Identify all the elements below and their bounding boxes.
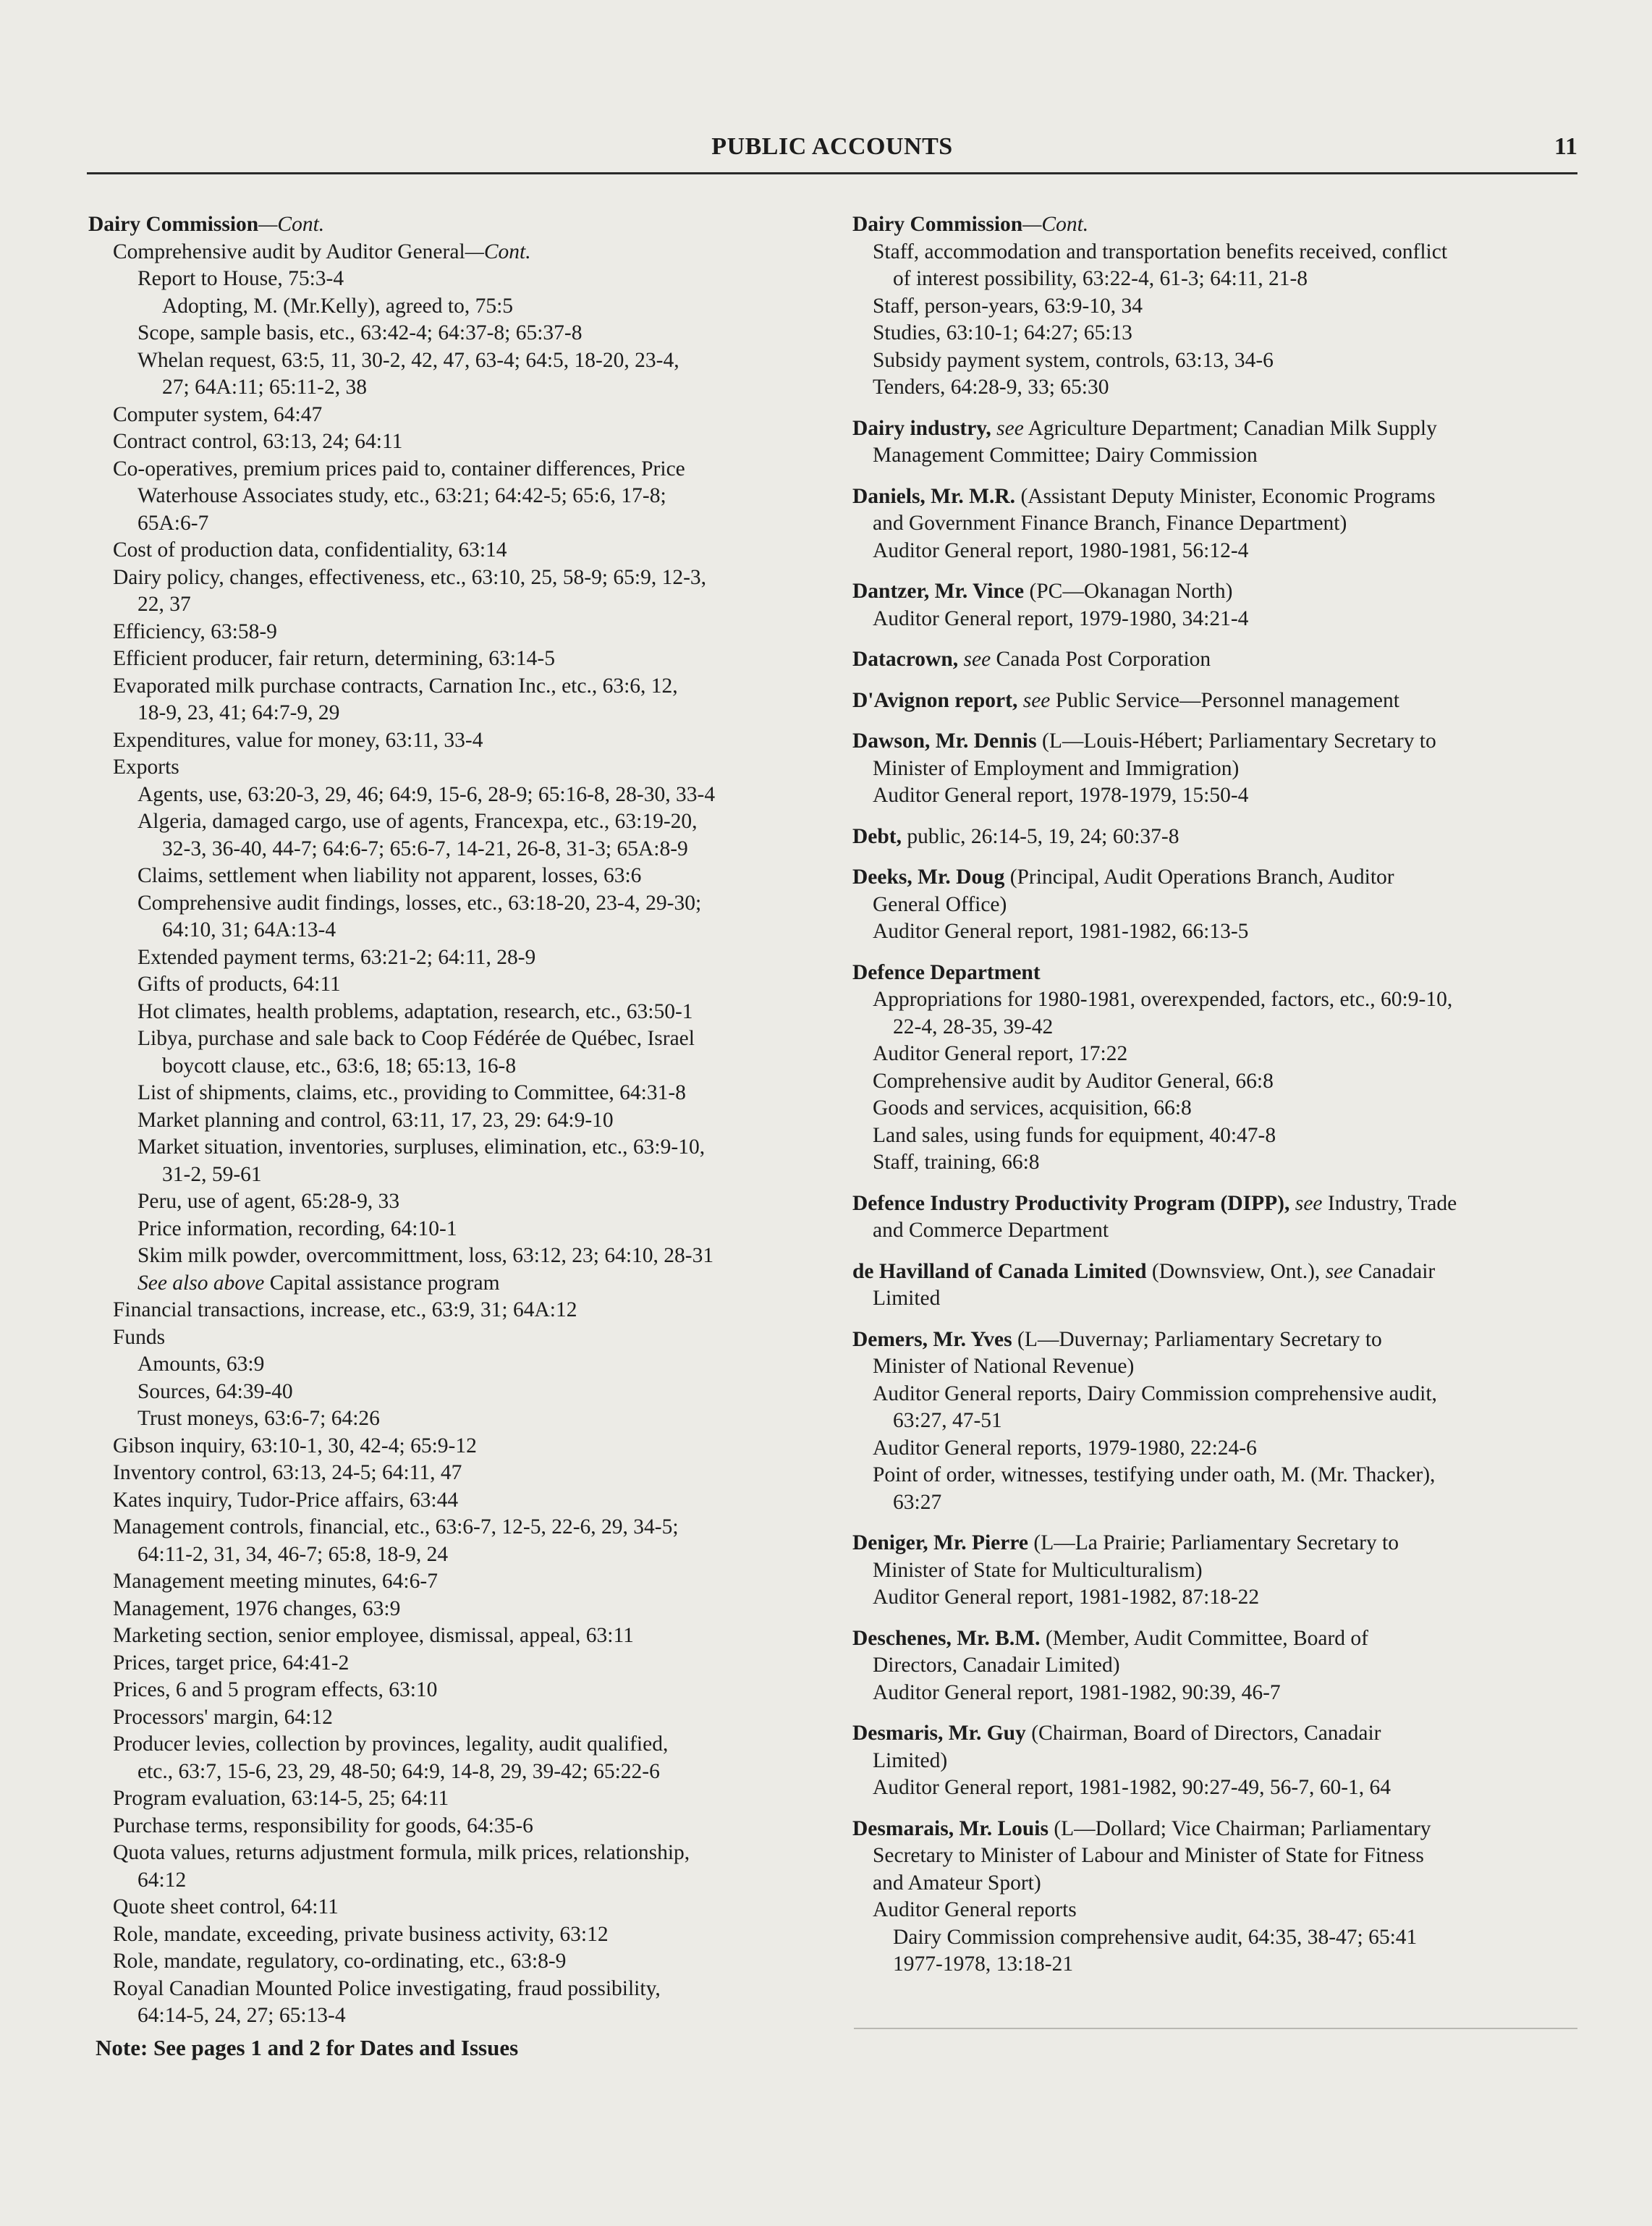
index-line	[88, 890, 834, 918]
line-text: 65A:6-7	[137, 511, 209, 535]
index-line	[88, 1867, 834, 1895]
line-text: Management meeting minutes, 64:6-7	[113, 1570, 438, 1593]
line-text: Auditor General report, 1978-1979, 15:50-4	[873, 784, 1249, 807]
line-text: Auditor General report, 1981-1982, 66:13-5	[873, 920, 1249, 943]
index-line	[852, 1680, 1576, 1707]
line-text: Hot climates, health problems, adaptation, research, etc., 63:50-1	[137, 999, 693, 1023]
index-entry	[852, 578, 1576, 632]
index-line	[852, 892, 1576, 919]
see-reference: —Cont.	[1022, 213, 1089, 236]
line-text: Claims, settlement when liability not apparent, losses, 63:6	[137, 864, 642, 887]
line-text: Marketing section, senior employee, dismissal, appeal, 63:11	[113, 1624, 634, 1647]
line-text: Staff, person-years, 63:9-10, 34	[873, 294, 1143, 318]
index-line	[852, 1951, 1576, 1979]
line-text: Program evaluation, 63:14-5, 25; 64:11	[113, 1787, 449, 1810]
line-text: Whelan request, 63:5, 11, 30-2, 42, 47, 63-4; 64:5, 18-20, 23-4,	[137, 348, 679, 372]
see-also: See also above	[137, 1271, 265, 1295]
index-line	[852, 1870, 1576, 1897]
index-entry	[852, 1258, 1576, 1313]
index-line	[88, 1243, 834, 1270]
line-text: Producer levies, collection by provinces, legality, audit qualified,	[113, 1732, 669, 1756]
index-entry	[852, 728, 1576, 810]
line-text: 27; 64A:11; 65:11-2, 38	[162, 376, 367, 399]
index-line	[88, 700, 834, 727]
line-text: Libya, purchase and sale back to Coop Fédérée de Québec, Israel	[137, 1027, 695, 1050]
index-line	[88, 456, 834, 483]
index-line	[88, 999, 834, 1026]
index-line	[88, 727, 834, 755]
line-text: Limited)	[873, 1748, 948, 1772]
footer-note: Note: See pages 1 and 2 for Dates and Issues	[96, 2035, 519, 2060]
line-text: Royal Canadian Mounted Police investigating, fraud possibility,	[113, 1976, 661, 2000]
index-line	[88, 1134, 834, 1161]
index-line	[88, 1405, 834, 1433]
index-entry	[852, 824, 1576, 851]
line-text: Auditor General report, 17:22	[873, 1042, 1128, 1065]
line-text: Appropriations for 1980-1981, overexpended, factors, etc., 60:9-10,	[873, 988, 1453, 1011]
index-entry	[852, 960, 1576, 1177]
line-text: Auditor General report, 1981-1982, 90:27-49, 56-7, 60-1, 64	[873, 1776, 1392, 1799]
entry-term: de Havilland of Canada Limited	[852, 1259, 1147, 1283]
line-text: Staff, training, 66:8	[873, 1151, 1040, 1174]
index-line	[852, 320, 1576, 347]
see-reference: see	[1017, 688, 1051, 712]
line-text: (L—La Prairie; Parliamentary Secretary to	[1028, 1531, 1399, 1554]
index-line	[88, 1107, 834, 1135]
entry-term: Dawson, Mr. Dennis	[852, 729, 1037, 753]
entry-heading	[852, 960, 1576, 987]
line-text: and Commerce Department	[873, 1219, 1109, 1242]
line-text: Auditor General report, 1981-1982, 90:39, 46-7	[873, 1680, 1281, 1704]
line-text: and Amateur Sport)	[873, 1871, 1041, 1895]
index-line	[852, 1748, 1576, 1775]
index-line	[852, 1842, 1576, 1870]
line-text: Studies, 63:10-1; 64:27; 65:13	[873, 321, 1132, 344]
entry-term: Defence Department	[852, 960, 1041, 984]
entry-heading	[852, 415, 1576, 443]
index-line	[852, 1217, 1576, 1245]
line-text: Public Service—Personnel management	[1050, 688, 1399, 712]
line-text: Role, mandate, exceeding, private business activity, 63:12	[113, 1922, 609, 1946]
index-entry	[852, 1816, 1576, 1979]
line-text: (Assistant Deputy Minister, Economic Programs	[1015, 484, 1436, 508]
index-line	[88, 483, 834, 510]
index-line	[852, 782, 1576, 810]
line-text: Report to House, 75:3-4	[137, 267, 344, 290]
index-line	[88, 1785, 834, 1813]
entry-heading	[852, 728, 1576, 756]
line-text: (L—Duvernay; Parliamentary Secretary to	[1012, 1327, 1382, 1351]
line-text: Auditor General report, 1980-1981, 56:12-4	[873, 538, 1249, 562]
line-text: Auditor General reports	[873, 1898, 1077, 1921]
entry-heading	[852, 687, 1576, 715]
index-line	[88, 1704, 834, 1732]
index-line	[88, 1351, 834, 1379]
index-line	[88, 1161, 834, 1189]
line-text: Amounts, 63:9	[137, 1353, 265, 1376]
index-line	[88, 510, 834, 538]
line-text: 22-4, 28-35, 39-42	[893, 1015, 1054, 1038]
line-text: Comprehensive audit by Auditor General	[113, 240, 465, 263]
index-line	[88, 239, 834, 266]
index-entry	[852, 1625, 1576, 1707]
index-line	[88, 944, 834, 972]
line-text: Minister of State for Multiculturalism)	[873, 1558, 1203, 1582]
index-line	[852, 986, 1576, 1014]
line-text: Land sales, using funds for equipment, 40:47-8	[873, 1123, 1276, 1147]
index-line	[88, 1813, 834, 1840]
entry-heading	[852, 864, 1576, 892]
entry-term: Dairy industry,	[852, 416, 991, 440]
line-text: Dairy Commission comprehensive audit, 64:35, 38-47; 65:41	[893, 1925, 1418, 1949]
line-text: Price information, recording, 64:10-1	[137, 1216, 457, 1240]
index-line	[852, 538, 1576, 565]
index-line	[88, 1894, 834, 1921]
line-text: boycott clause, etc., 63:6, 18; 65:13, 16-8	[162, 1054, 517, 1078]
line-text: Gifts of products, 64:11	[137, 973, 341, 996]
index-line	[88, 619, 834, 646]
index-column-left	[88, 211, 834, 2030]
line-text: Minister of National Revenue)	[873, 1355, 1135, 1378]
index-line	[88, 1976, 834, 2003]
index-line	[88, 782, 834, 809]
line-text: Funds	[113, 1325, 166, 1349]
index-line	[88, 1324, 834, 1352]
index-line	[88, 1596, 834, 1623]
line-text: (Chairman, Board of Directors, Canadair	[1025, 1722, 1381, 1745]
index-line	[88, 863, 834, 890]
line-text: Market situation, inventories, surpluses, elimination, etc., 63:9-10,	[137, 1135, 706, 1159]
line-text: Trust moneys, 63:6-7; 64:26	[137, 1407, 380, 1430]
line-text: Financial transactions, increase, etc., 63:9, 31; 64A:12	[113, 1298, 577, 1321]
index-line	[88, 591, 834, 619]
index-line	[88, 1080, 834, 1107]
line-text: Auditor General report, 1981-1982, 87:18-22	[873, 1586, 1260, 1609]
line-text: Inventory control, 63:13, 24-5; 64:11, 47	[113, 1461, 462, 1484]
index-column-right	[852, 211, 1576, 1992]
entry-heading	[852, 646, 1576, 674]
line-text: etc., 63:7, 15-6, 23, 29, 48-50; 64:9, 14-8, 29, 39-42; 65:22-6	[137, 1759, 660, 1783]
index-line	[88, 971, 834, 999]
index-line	[852, 293, 1576, 321]
entry-heading-term: Dairy Commission	[88, 213, 259, 236]
index-line	[88, 320, 834, 347]
entry-heading-cont: —Cont.	[258, 213, 325, 236]
line-text: Management, 1976 changes, 63:9	[113, 1596, 401, 1620]
entry-term: D'Avignon report,	[852, 688, 1018, 712]
index-line	[852, 1584, 1576, 1612]
line-text: Auditor General reports, Dairy Commission comprehensive audit,	[873, 1381, 1437, 1405]
line-text: Management Committee; Dairy Commission	[873, 444, 1258, 467]
line-text: Gibson inquiry, 63:10-1, 30, 42-4; 65:9-12	[113, 1434, 477, 1457]
entry-term: Datacrown,	[852, 648, 959, 671]
entry-term: Deniger, Mr. Pierre	[852, 1531, 1029, 1554]
entry-heading	[88, 211, 834, 239]
page-title: PUBLIC ACCOUNTS	[711, 133, 953, 160]
line-text: Prices, target price, 64:41-2	[113, 1651, 350, 1675]
entry-term: Deeks, Mr. Doug	[852, 866, 1005, 889]
index-line	[88, 1677, 834, 1704]
line-text: (Member, Audit Committee, Board of	[1040, 1626, 1368, 1650]
index-line	[88, 1379, 834, 1406]
line-text: Scope, sample basis, etc., 63:42-4; 64:37-8; 65:37-8	[137, 321, 583, 344]
line-text: Efficiency, 63:58-9	[113, 619, 277, 643]
index-line	[88, 1297, 834, 1324]
index-line	[88, 808, 834, 836]
line-text: public, 26:14-5, 19, 24; 60:37-8	[902, 824, 1179, 848]
line-text: Cost of production data, confidentiality, 63:14	[113, 538, 507, 562]
index-line	[88, 1759, 834, 1786]
index-line	[88, 1188, 834, 1216]
entry-heading	[852, 1720, 1576, 1748]
index-line	[88, 1622, 834, 1650]
line-text: Quota values, returns adjustment formula, milk prices, relationship,	[113, 1841, 690, 1864]
line-text: Industry, Trade	[1322, 1191, 1457, 1215]
cont-marker: —Cont.	[465, 240, 531, 263]
index-line	[88, 564, 834, 592]
line-text: (Principal, Audit Operations Branch, Auditor	[1004, 866, 1394, 889]
line-text: 64:12	[137, 1868, 187, 1892]
index-entry	[852, 211, 1576, 402]
index-entry	[852, 483, 1576, 565]
index-entry	[852, 1720, 1576, 1802]
index-line	[852, 1381, 1576, 1408]
line-text: Secretary to Minister of Labour and Minister of State for Fitness	[873, 1844, 1424, 1867]
line-text: Contract control, 63:13, 24; 64:11	[113, 430, 403, 453]
index-line	[88, 2002, 834, 2030]
line-text: and Government Finance Branch, Finance Department)	[873, 512, 1347, 535]
line-text: Point of order, witnesses, testifying under oath, M. (Mr. Thacker),	[873, 1463, 1436, 1486]
line-text: Computer system, 64:47	[113, 402, 323, 426]
index-line	[852, 1462, 1576, 1489]
index-line	[852, 442, 1576, 470]
line-text: Purchase terms, responsibility for goods, 64:35-6	[113, 1814, 533, 1837]
see-reference: see	[991, 416, 1024, 440]
see-reference: see	[1320, 1259, 1353, 1283]
line-text: 64:11-2, 31, 34, 46-7; 65:8, 18-9, 24	[137, 1542, 449, 1566]
line-text: Management controls, financial, etc., 63:6-7, 12-5, 22-6, 29, 34-5;	[113, 1515, 679, 1539]
index-line	[852, 1408, 1576, 1435]
index-line	[88, 428, 834, 456]
line-text: 32-3, 36-40, 44-7; 64:6-7; 65:6-7, 14-21, 26-8, 31-3; 65A:8-9	[162, 837, 688, 860]
index-line	[88, 917, 834, 944]
index-entry	[852, 646, 1576, 674]
index-entry	[852, 1326, 1576, 1517]
line-text: List of shipments, claims, etc., providing to Committee, 64:31-8	[137, 1081, 686, 1104]
index-line	[852, 266, 1576, 293]
index-line	[88, 293, 834, 321]
entry-heading	[852, 824, 1576, 851]
index-line	[852, 1041, 1576, 1068]
line-text: Comprehensive audit by Auditor General, 66:8	[873, 1069, 1274, 1093]
index-line	[852, 1435, 1576, 1463]
index-line	[852, 347, 1576, 375]
line-text: Co-operatives, premium prices paid to, container differences, Price	[113, 457, 685, 481]
line-text: Agents, use, 63:20-3, 29, 46; 64:9, 15-6, 28-9; 65:16-8, 28-30, 33-4	[137, 782, 716, 806]
index-line	[88, 537, 834, 564]
footer-rule	[854, 2028, 1577, 2029]
entry-heading	[852, 1326, 1576, 1354]
line-text: Dairy policy, changes, effectiveness, etc., 63:10, 25, 58-9; 65:9, 12-3,	[113, 565, 707, 589]
index-line	[88, 1650, 834, 1677]
index-line	[852, 918, 1576, 946]
line-text: Market planning and control, 63:11, 17, 23, 29: 64:9-10	[137, 1108, 614, 1132]
index-line	[852, 1557, 1576, 1585]
index-line	[852, 1014, 1576, 1041]
index-line	[852, 606, 1576, 633]
line-text: Exports	[113, 756, 179, 779]
line-text: Quote sheet control, 64:11	[113, 1895, 339, 1918]
line-text: (PC—Okanagan North)	[1024, 580, 1233, 603]
line-text: Comprehensive audit findings, losses, etc., 63:18-20, 23-4, 29-30;	[137, 891, 702, 915]
line-text: 64:10, 31; 64A:13-4	[162, 918, 336, 941]
entry-heading	[852, 483, 1576, 511]
index-line	[852, 1095, 1576, 1122]
page-header	[87, 129, 1577, 174]
index-line	[852, 1652, 1576, 1680]
index-entry	[852, 1530, 1576, 1612]
index-line	[852, 756, 1576, 783]
line-text: Extended payment terms, 63:21-2; 64:11, 28-9	[137, 945, 536, 969]
entry-heading	[852, 211, 1576, 239]
line-text: Waterhouse Associates study, etc., 63:21; 64:42-5; 65:6, 17-8;	[137, 484, 666, 507]
index-entry	[852, 864, 1576, 946]
entry-heading	[852, 1625, 1576, 1653]
line-text: Agriculture Department; Canadian Milk Supply	[1023, 416, 1437, 440]
entry-term: Desmarais, Mr. Louis	[852, 1816, 1049, 1840]
index-line	[88, 1270, 834, 1298]
line-text: Adopting, M. (Mr.Kelly), agreed to, 75:5	[162, 294, 514, 318]
line-text: Directors, Canadair Limited)	[873, 1654, 1120, 1677]
line-text: Canada Post Corporation	[991, 648, 1211, 671]
entry-heading	[852, 1816, 1576, 1843]
line-text: Efficient producer, fair return, determining, 63:14-5	[113, 647, 556, 670]
index-line	[88, 1514, 834, 1541]
line-text: of interest possibility, 63:22-4, 61-3; 64:11, 21-8	[893, 267, 1308, 290]
line-text: Limited	[873, 1287, 941, 1310]
line-text: Skim milk powder, overcommittment, loss, 63:12, 23; 64:10, 28-31	[137, 1244, 714, 1267]
index-line	[852, 510, 1576, 538]
index-line	[852, 1897, 1576, 1924]
entry-heading	[852, 1530, 1576, 1557]
index-line	[852, 374, 1576, 402]
line-text: (L—Dollard; Vice Chairman; Parliamentary	[1048, 1816, 1431, 1840]
entry-term: Desmaris, Mr. Guy	[852, 1722, 1026, 1745]
entry-term: Dantzer, Mr. Vince	[852, 580, 1025, 603]
line-text: Algeria, damaged cargo, use of agents, Francexpa, etc., 63:19-20,	[137, 810, 698, 833]
index-line	[88, 374, 834, 402]
line-text: 63:27, 47-51	[893, 1409, 1002, 1432]
index-line	[88, 646, 834, 673]
line-text: Role, mandate, regulatory, co-ordinating, etc., 63:8-9	[113, 1950, 567, 1973]
entry-term: Deschenes, Mr. B.M.	[852, 1626, 1041, 1650]
index-line	[88, 1487, 834, 1515]
line-text: 64:14-5, 24, 27; 65:13-4	[137, 2004, 346, 2027]
index-line	[88, 673, 834, 701]
line-text: Processors' margin, 64:12	[113, 1705, 333, 1729]
see-reference: see	[958, 648, 991, 671]
line-text: (L—Louis-Hébert; Parliamentary Secretary to	[1036, 729, 1436, 753]
index-line	[88, 1053, 834, 1080]
line-text: Goods and services, acquisition, 66:8	[873, 1096, 1192, 1120]
entry-heading	[852, 1258, 1576, 1286]
line-text: Subsidy payment system, controls, 63:13, 34-6	[873, 348, 1274, 372]
line-text: 18-9, 23, 41; 64:7-9, 29	[137, 701, 340, 724]
index-line	[88, 1541, 834, 1569]
index-line	[852, 1285, 1576, 1313]
index-entry	[852, 687, 1576, 715]
index-line	[88, 1568, 834, 1596]
line-text: Prices, 6 and 5 program effects, 63:10	[113, 1678, 438, 1701]
entry-term: Debt,	[852, 824, 902, 848]
index-entry	[852, 1190, 1576, 1245]
index-line	[88, 347, 834, 375]
line-text: Evaporated milk purchase contracts, Carnation Inc., etc., 63:6, 12,	[113, 674, 678, 698]
page-number: 11	[1554, 133, 1577, 160]
index-line	[88, 266, 834, 293]
index-line	[88, 1460, 834, 1487]
line-text: Staff, accommodation and transportation benefits received, conflict	[873, 240, 1448, 263]
line-text: Kates inquiry, Tudor-Price affairs, 63:44	[113, 1488, 459, 1512]
index-entry	[852, 415, 1576, 470]
index-line	[88, 836, 834, 863]
line-text: Auditor General reports, 1979-1980, 22:24-6	[873, 1436, 1257, 1460]
index-line	[852, 239, 1576, 266]
index-line	[88, 1025, 834, 1053]
line-text: Auditor General report, 1979-1980, 34:21-4	[873, 606, 1249, 630]
entry-heading	[852, 1190, 1576, 1218]
line-text: 22, 37	[137, 593, 191, 616]
entry-term: Defence Industry Productivity Program (DIPP),	[852, 1191, 1290, 1215]
line-text: Canadair	[1352, 1259, 1436, 1283]
index-line	[852, 1068, 1576, 1096]
entry-term: Dairy Commission	[852, 213, 1023, 236]
entry-heading	[852, 578, 1576, 606]
line-text: Peru, use of agent, 65:28-9, 33	[137, 1190, 400, 1213]
index-line	[88, 1948, 834, 1976]
index-line	[852, 1122, 1576, 1150]
index-line	[88, 1840, 834, 1867]
index-line	[88, 1433, 834, 1460]
line-text: Capital assistance program	[264, 1271, 500, 1295]
line-text: Minister of Employment and Immigration)	[873, 756, 1240, 780]
index-line	[88, 402, 834, 429]
line-text: 63:27	[893, 1490, 942, 1514]
index-line	[852, 1353, 1576, 1381]
index-line	[88, 1731, 834, 1759]
line-text: Sources, 64:39-40	[137, 1379, 293, 1403]
line-text: General Office)	[873, 892, 1007, 916]
line-text: (Downsview, Ont.),	[1146, 1259, 1321, 1283]
index-line	[88, 1921, 834, 1949]
see-reference: see	[1289, 1191, 1323, 1215]
index-line	[852, 1924, 1576, 1952]
entry-term: Demers, Mr. Yves	[852, 1327, 1012, 1351]
index-line	[852, 1149, 1576, 1177]
index-line	[88, 1216, 834, 1243]
line-text: Expenditures, value for money, 63:11, 33-4	[113, 728, 483, 752]
index-line	[852, 1489, 1576, 1517]
line-text: 31-2, 59-61	[162, 1162, 262, 1186]
line-text: 1977-1978, 13:18-21	[893, 1952, 1074, 1976]
index-line	[852, 1774, 1576, 1802]
entry-term: Daniels, Mr. M.R.	[852, 484, 1016, 508]
line-text: Tenders, 64:28-9, 33; 65:30	[873, 376, 1109, 399]
index-line	[88, 754, 834, 782]
